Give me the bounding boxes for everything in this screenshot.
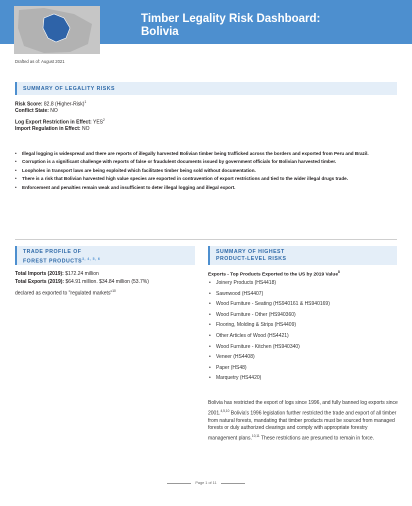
log-export-value: YES	[92, 119, 103, 126]
top-products-heading	[208, 270, 340, 278]
import-regulation-row	[15, 125, 89, 134]
trade-profile-body	[15, 270, 195, 298]
product-item: • Sawnwood (HS4407)	[208, 289, 398, 300]
conflict-value: NO	[50, 108, 58, 114]
product-item: • Flooring, Molding & Strips (HS4409)	[208, 320, 398, 331]
page-number: Page 1 of 11	[195, 481, 217, 485]
risk-bullet-list	[15, 151, 395, 193]
trade-heading-line-1: TRADE PROFILE OF	[23, 249, 82, 255]
product-heading-line-2: PRODUCT-LEVEL RISKS	[216, 255, 287, 262]
para-note-2: 10,11	[251, 433, 260, 438]
top-products-heading-note: 8	[338, 270, 340, 274]
top-products-heading-text: Exports - Top Products Exported to the US by 2019 Value	[208, 272, 338, 278]
conflict-state-row	[15, 107, 58, 116]
export-restrictions-paragraph	[208, 400, 398, 443]
bolivia-map-icon	[14, 6, 100, 54]
total-exports-value: $64.91 million. $34.84 million (53.7%)	[65, 279, 149, 286]
risk-score-value: 82.8 (Higher-Risk)	[43, 101, 85, 108]
product-heading-line-1: SUMMARY OF HIGHEST	[216, 249, 285, 255]
summary-heading	[15, 82, 397, 95]
product-item: • Veneer (HS4408)	[208, 352, 398, 363]
total-imports-row	[15, 270, 195, 278]
product-item: • Other Articles of Wood (HS4421)	[208, 331, 398, 342]
product-item: • Joinery Products (HS4418)	[208, 278, 398, 289]
title-line-1: Timber Legality Risk Dashboard:	[141, 13, 321, 25]
page-footer	[0, 481, 412, 485]
total-imports-value: $172.24 million	[65, 271, 99, 277]
country-map	[14, 6, 100, 54]
product-item: • Wood Furniture - Seating (HS940161 & HS940169)	[208, 299, 398, 310]
total-imports-label: Total Imports (2019):	[15, 271, 64, 277]
risk-score-label: Risk Score:	[15, 101, 43, 108]
summary-heading-text: SUMMARY OF LEGALITY RISKS	[23, 85, 115, 92]
page-title	[141, 13, 401, 39]
total-exports-value-2: declared as exported to "regulated markets"	[15, 290, 113, 297]
risk-bullet: • Corruption is a significant challenge with reports of false or fraudulent documents issued by government officials for Bolivian harvested timber.	[15, 159, 395, 165]
product-item: • Wood Furniture - Kitchen (HS940340)	[208, 342, 398, 353]
total-exports-note: 10	[112, 288, 116, 293]
para-sentence-3: These restrictions are presumed to remain in force.	[260, 435, 375, 442]
risk-score-note: 1	[84, 100, 87, 104]
product-risk-heading	[208, 246, 397, 265]
total-exports-label: Total Exports (2019):	[15, 279, 65, 286]
trade-heading-line-2: FOREST PRODUCTS	[23, 258, 83, 265]
risk-bullet: • Illegal logging is widespread and there are reports of illegally harvested Bolivian timber being trafficked across the borders and exported from Peru and Brazil.	[15, 151, 395, 157]
section-divider	[15, 239, 397, 240]
footer-rule-left	[167, 483, 191, 484]
log-export-note: 2	[103, 118, 105, 122]
footer-rule-right	[221, 483, 245, 484]
product-item: • Marquetry (HS4420)	[208, 373, 398, 384]
product-item: • Paper (HS48)	[208, 363, 398, 374]
para-note-1: 4,5,10	[220, 408, 230, 413]
trade-profile-heading	[15, 246, 195, 265]
product-item: • Wood Furniture - Other (HS940360)	[208, 310, 398, 321]
risk-bullet: • Enforcement and penalties remain weak and insufficient to deter illegal logging and illegal export.	[15, 185, 395, 191]
conflict-label: Conflict State:	[15, 108, 49, 114]
top-products-list	[208, 278, 398, 384]
para-sentence-1: Bolivia has restricted the export of logs since 1996, and fully banned log exports since 2001.	[208, 400, 398, 417]
trade-heading-note: 3, 4, 5, 6	[82, 256, 101, 261]
risk-bullet: • There is a risk that Bolivian harvested high value species are exported in contravention of export restrictions and tied to the wider illegal drugs trade.	[15, 176, 395, 182]
log-export-label: Log Export Restriction in Effect:	[15, 119, 92, 126]
drafted-date: Drafted as of: August 2021	[15, 59, 65, 64]
total-exports-row-2	[15, 287, 195, 298]
para-sentence-2: Bolivia's 1996 legislation further restricted the trade and export of all timber from natural forests, mandating that timber products must be sourced from managed forests or duly authorized clearings and comply with appropriate forestry management plans.	[208, 410, 397, 442]
title-line-2: Bolivia	[141, 26, 179, 38]
import-regulation-value: NO	[81, 126, 90, 132]
import-regulation-label: Import Regulation in Effect:	[15, 126, 81, 132]
risk-bullet: • Loopholes in transport laws are being exploited which facilitates timber being sold without documentation.	[15, 168, 395, 174]
total-exports-row	[15, 278, 195, 286]
